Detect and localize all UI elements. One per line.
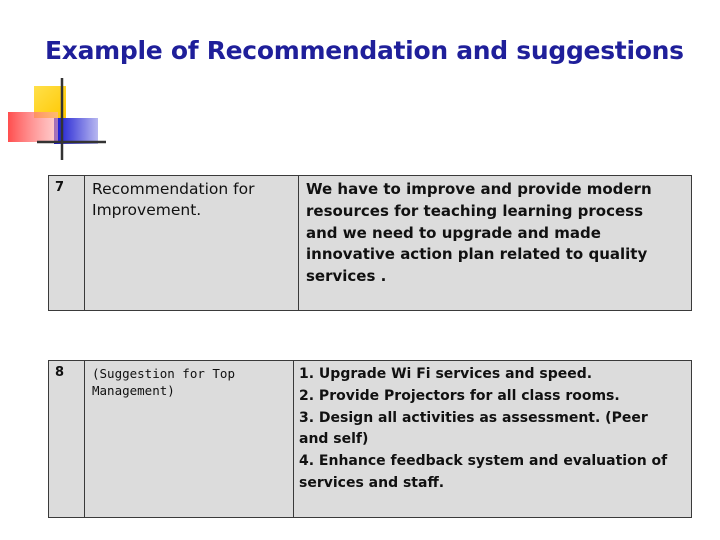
row-content-line: 3. Design all activities as assessment. (Peer — [299, 409, 648, 426]
row-content-line: 1. Upgrade Wi Fi services and speed. — [299, 366, 593, 382]
row-content — [298, 176, 691, 310]
row-number-text: 7 — [55, 180, 65, 195]
row-label — [84, 361, 293, 517]
recommendation-table-row-7 — [48, 175, 692, 311]
row-label-line: Management) — [92, 383, 175, 398]
row-content-line: 2. Provide Projectors for all class rooms. — [299, 387, 620, 404]
row-content-line: innovative action plan related to quality — [306, 245, 648, 264]
row-content-line: and self) — [299, 431, 369, 448]
row-content — [293, 361, 691, 517]
row-content-line: 4. Enhance feedback system and evaluation of — [299, 453, 668, 470]
row-content-line: and we need to upgrade and made — [306, 223, 601, 242]
suggestion-table-row-8 — [48, 360, 692, 518]
decorative-squares-graphic — [0, 0, 110, 170]
row-label-line: Improvement. — [92, 201, 202, 219]
row-number — [49, 361, 84, 517]
row-content-line: services and staff. — [299, 474, 445, 491]
row-label-line: Recommendation for — [92, 180, 255, 198]
deco-blue-square — [54, 118, 98, 144]
deco-red-square — [8, 112, 58, 142]
row-content-line: services . — [306, 267, 387, 286]
slide-title: Example of Recommendation and suggestions — [45, 36, 684, 65]
row-label — [84, 176, 298, 310]
row-number — [49, 176, 84, 310]
row-content-line: resources for teaching learning process — [306, 201, 644, 220]
row-number-text: 8 — [55, 365, 65, 380]
row-content-line: We have to improve and provide modern — [306, 180, 652, 198]
row-label-line: (Suggestion for Top — [92, 366, 235, 381]
